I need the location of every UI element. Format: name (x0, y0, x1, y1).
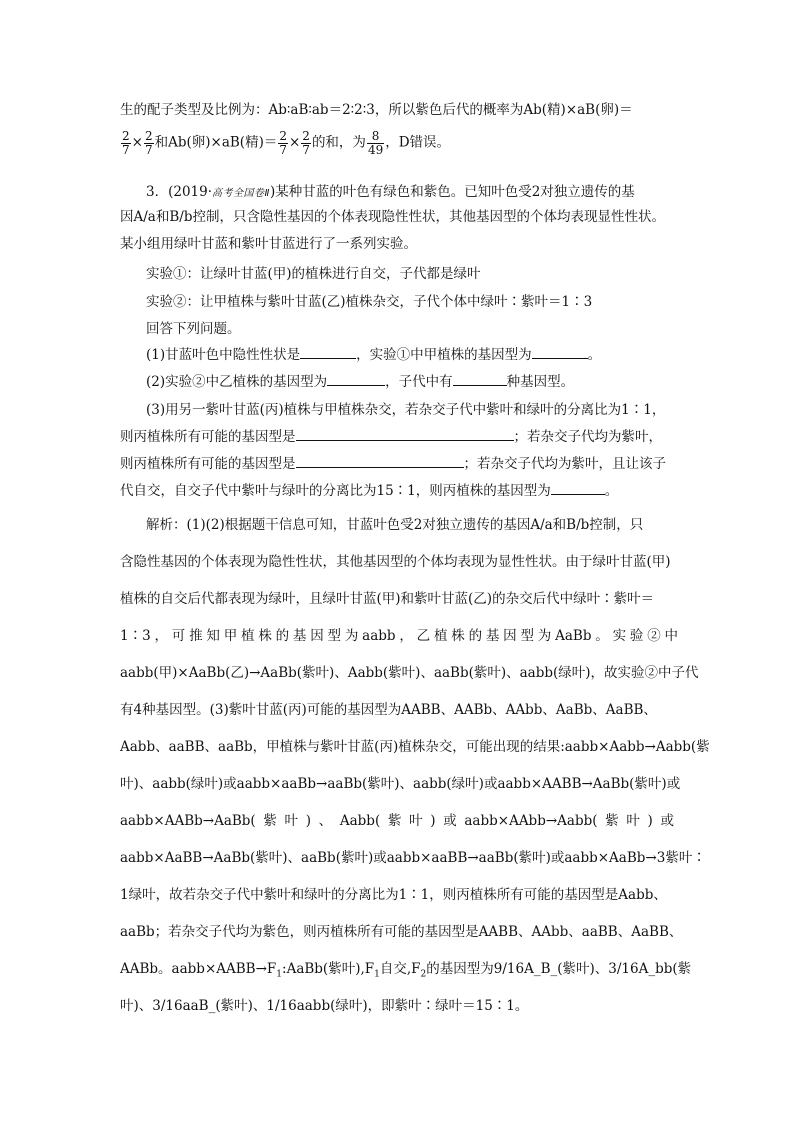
sub-question-3-line-2: 则丙植株所有可能的基因型是 ；若杂交子代均为紫叶， (120, 429, 662, 445)
experiment-1: 实验①：让绿叶甘蓝(甲)的植株进行自交，子代都是绿叶 (146, 266, 481, 282)
experiment-2: 实验②：让甲植株与紫叶甘蓝(乙)植株杂交，子代个体中绿叶∶紫叶＝1∶3 (146, 294, 593, 310)
question-source: 高考全国卷Ⅱ (212, 188, 270, 199)
question-stem-line-2: 因A/a和B/b控制，只含隐性基因的个体表现隐性性状，其他基因型的个体均表现显性性状。 (120, 209, 665, 225)
question-stem-line-3: 某小组用绿叶甘蓝和紫叶甘蓝进行了一系列实验。 (120, 236, 417, 252)
solution-line-12: aaBb；若杂交子代均为紫色，则丙植株所有可能的基因型是AABB、AAbb、aaBB、AaBB、 (120, 924, 683, 940)
answer-blank[interactable] (296, 427, 514, 441)
solution-line-4: 1∶3，可推知甲植株的基因型为aabb，乙植株的基因型为AaBb。实验②中 (120, 628, 678, 644)
solution-line-1: 解析：(1)(2)根据题干信息可知，甘蓝叶色受2对独立遗传的基因A/a和B/b控制，只 (146, 517, 644, 533)
fraction: $\frac{2}{7}$ (122, 129, 130, 157)
answer-blank[interactable] (453, 372, 507, 386)
answer-blank[interactable] (532, 345, 588, 359)
sub-question-3-line-1: (3)用另一紫叶甘蓝(丙)植株与甲植株杂交，若杂交子代中紫叶和绿叶的分离比为1∶1， (146, 402, 666, 418)
fraction: $\frac{2}{7}$ (144, 129, 153, 157)
sub-question-1: (1)甘蓝叶色中隐性性状是 ，实验①中甲植株的基因型为 。 (146, 347, 602, 363)
sub-question-3-line-4: 代自交，自交子代中紫叶与绿叶的分离比为15∶1，则丙植株的基因型为 。 (120, 483, 619, 499)
solution-line-9: aabb×AABb→AaBb(紫叶)、Aabb(紫叶)或aabb×AAbb→Aabb(紫叶)或 (120, 813, 674, 829)
solution-line-2: 含隐性基因的个体表现为隐性性状，其他基因型的个体均表现为显性性状。由于绿叶甘蓝(甲) (120, 554, 671, 570)
prev-solution-line-1: 生的配子类型及比例为：Ab∶aB∶ab＝2∶2∶3，所以紫色后代的概率为Ab(精)×aB(卵)＝ (120, 102, 633, 118)
prev-solution-line-2: $\frac{2}{7}$ × $\frac{2}{7}$ 和Ab(卵)×aB(精)＝ $\frac{2}{7}$ × $\frac{2}{7}$ 的和，为 $\frac{8}{49}$ ，D错误。 (122, 129, 451, 157)
sub-question-3-line-3: 则丙植株所有可能的基因型是 ；若杂交子代均为紫叶，且让该子 (120, 456, 666, 472)
fraction: $\frac{2}{7}$ (302, 129, 310, 157)
solution-line-3: 植株的自交后代都表现为绿叶，且绿叶甘蓝(甲)和紫叶甘蓝(乙)的杂交后代中绿叶∶紫叶＝ (120, 591, 655, 607)
solution-line-7: Aabb、aaBB、aaBb，甲植株与紫叶甘蓝(丙)植株杂交，可能出现的结果:aabb×Aabb→Aabb(紫 (120, 739, 710, 755)
solution-line-6: 有4种基因型。(3)紫叶甘蓝(丙)可能的基因型为AABB、AABb、AAbb、AaBb、AaBB、 (120, 702, 657, 718)
fraction: $\frac{2}{7}$ (279, 129, 287, 157)
answer-blank[interactable] (551, 481, 605, 495)
fraction: $\frac{8}{49}$ (367, 129, 384, 157)
solution-line-14: 叶)、3/16aaB_(紫叶)、1/16aabb(绿叶)，即紫叶∶绿叶＝15∶1。 (120, 998, 529, 1014)
solution-line-5: aabb(甲)×AaBb(乙)→AaBb(紫叶)、Aabb(紫叶)、aaBb(紫叶)、aabb(绿叶)，故实验②中子代 (120, 665, 699, 681)
question-stem-line-1: 3．(2019·高考全国卷Ⅱ)某种甘蓝的叶色有绿色和紫色。已知叶色受2对独立遗传的基 (146, 184, 635, 200)
solution-line-10: aabb×AaBB→AaBb(紫叶)、aaBb(紫叶)或aabb×aaBB→aaBb(紫叶)或aabb×AaBb→3紫叶∶ (120, 850, 706, 866)
answer-blank[interactable] (296, 454, 464, 468)
answer-blank[interactable] (327, 372, 385, 386)
answer-blank[interactable] (300, 345, 356, 359)
answer-prompt: 回答下列问题。 (146, 321, 241, 337)
solution-line-13: AABb。$aabb\times AABB\to F_1:AaBb$(紫叶)$,F_1$自交$,F_2$的基因型为9/16A_B_(紫叶)、3/16A_bb(紫 (120, 961, 692, 980)
sub-question-2: (2)实验②中乙植株的基因型为 ，子代中有 种基因型。 (146, 374, 575, 390)
solution-line-8: 叶)、aabb(绿叶)或aabb×aaBb→aaBb(紫叶)、aabb(绿叶)或aabb×AABB→AaBb(紫叶)或 (120, 776, 681, 792)
solution-line-11: 1绿叶，故若杂交子代中紫叶和绿叶的分离比为1∶1，则丙植株所有可能的基因型是Aabb、 (120, 887, 667, 903)
